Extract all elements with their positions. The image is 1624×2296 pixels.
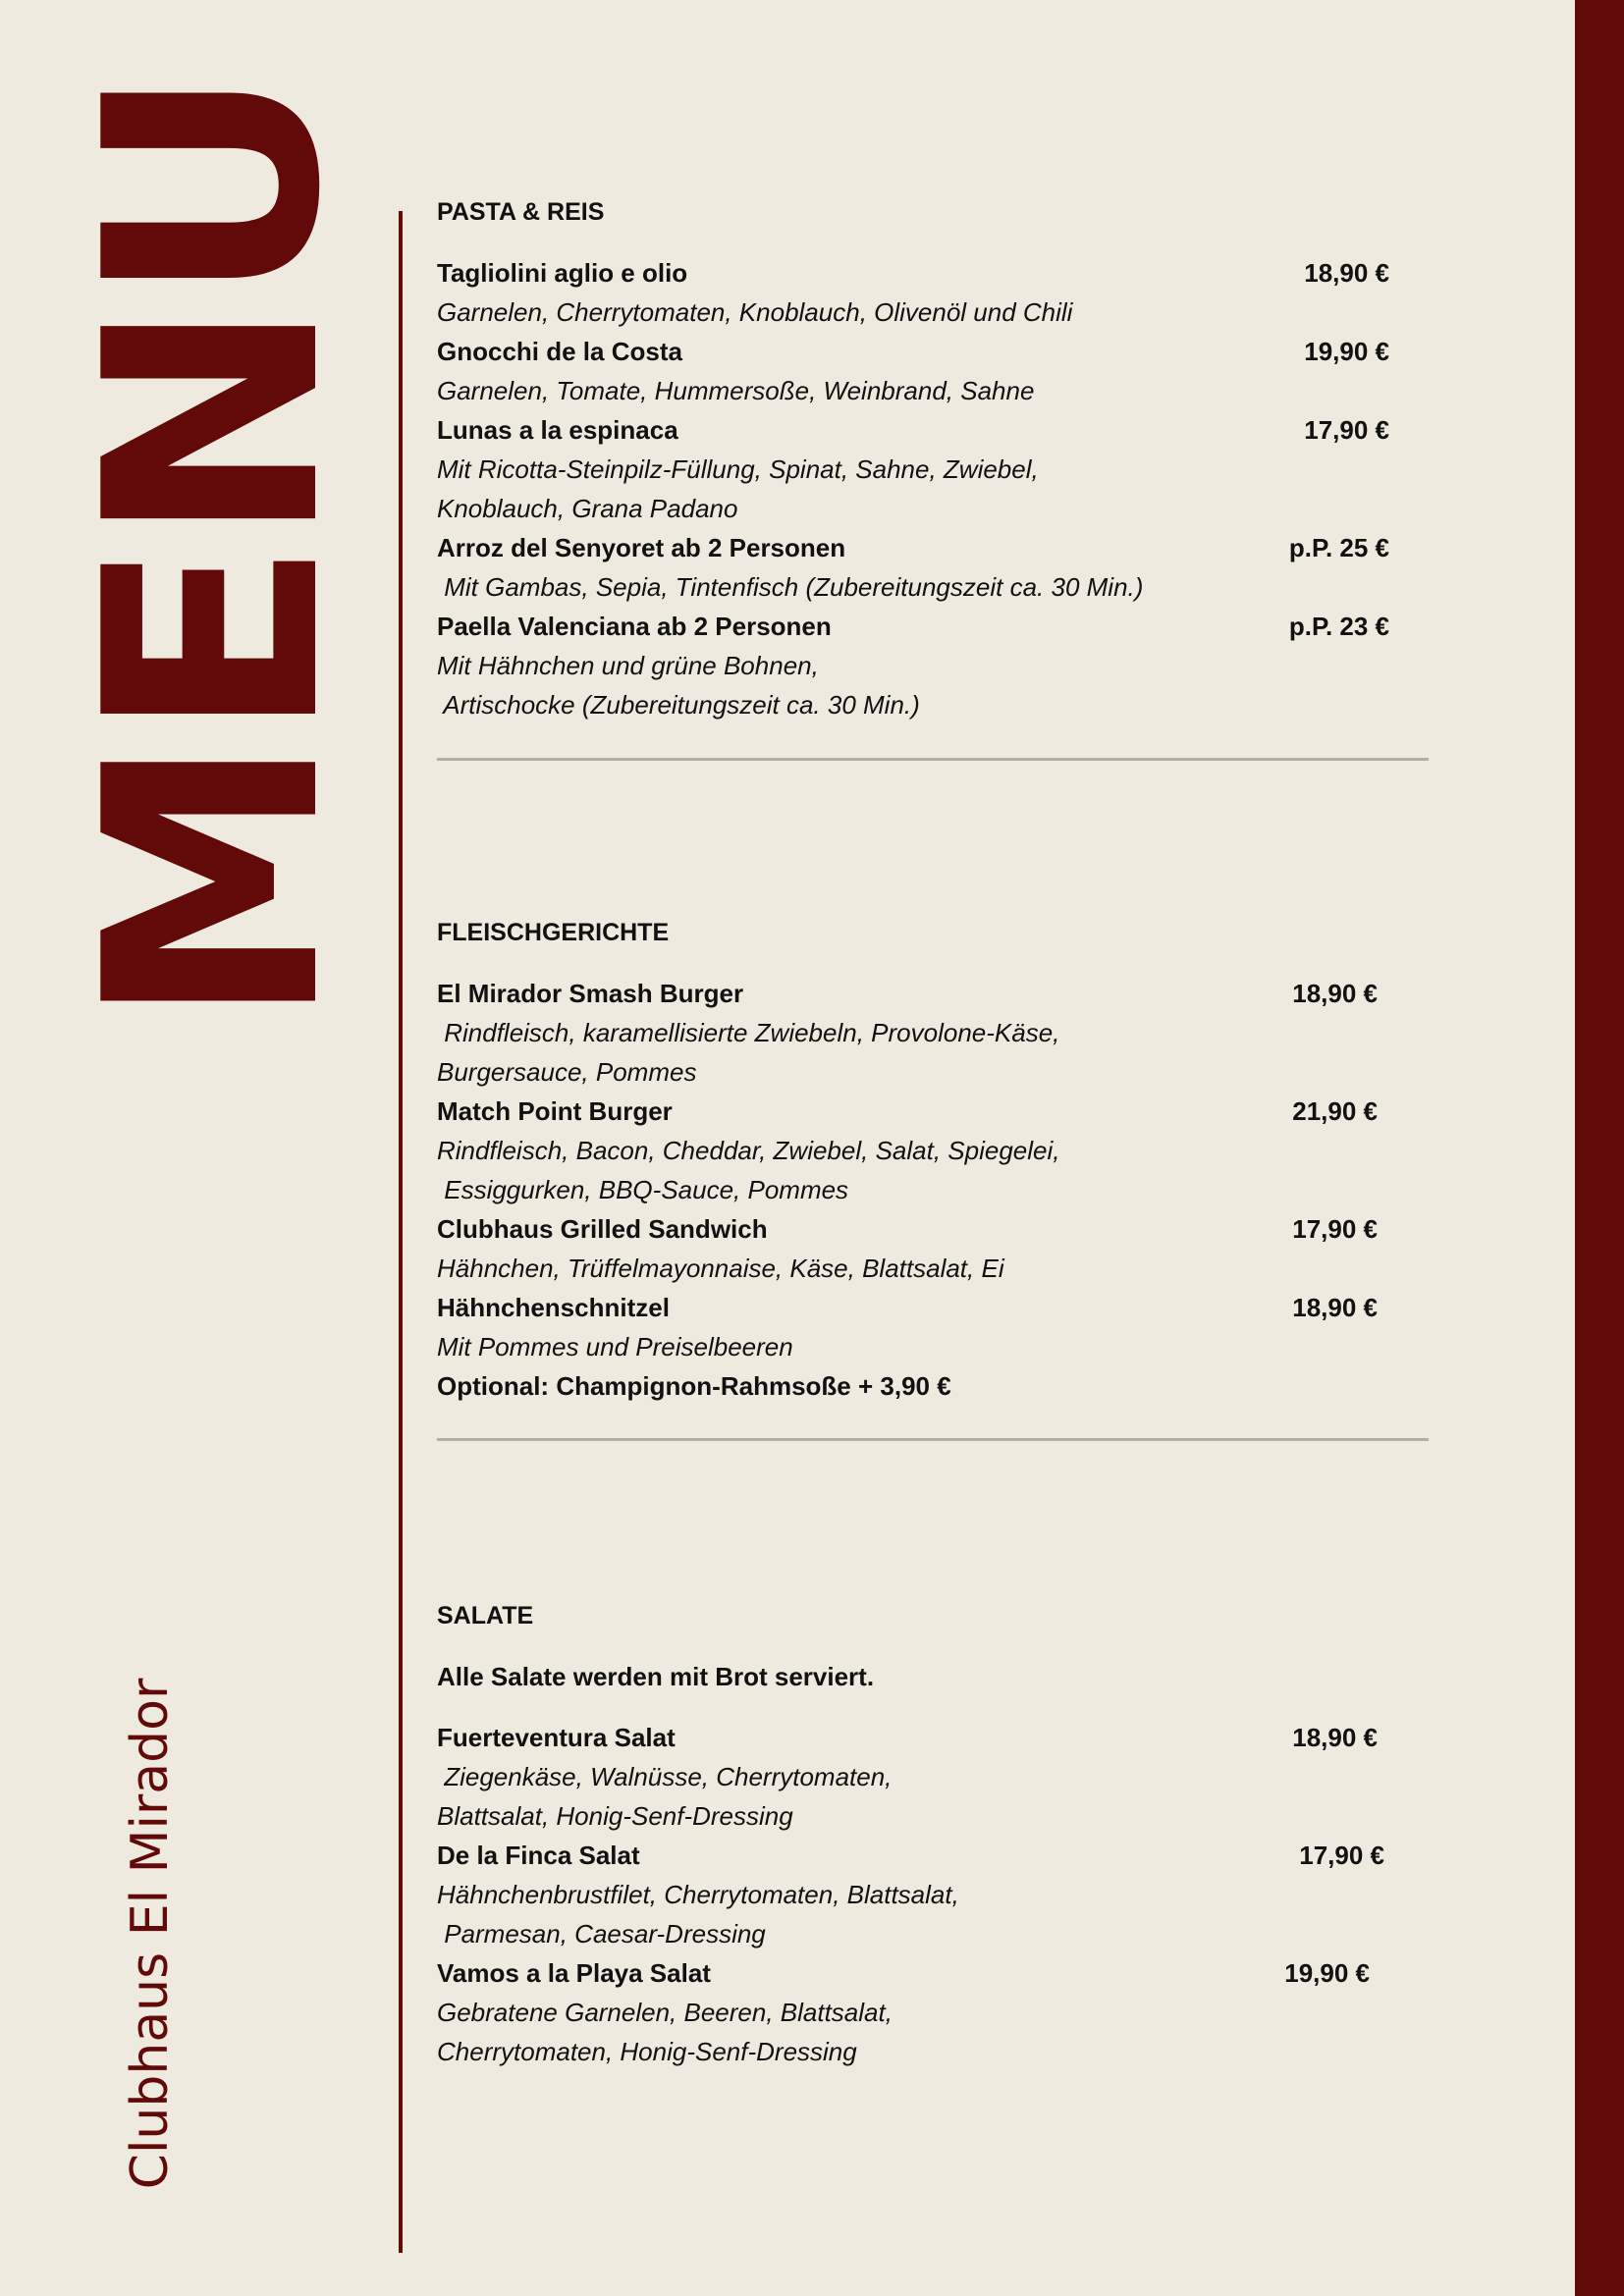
item-description: Hähnchenbrustfilet, Cherrytomaten, Blattsalat, Parmesan, Caesar-Dressing: [437, 1880, 959, 1949]
item-description: Mit Ricotta-Steinpilz-Füllung, Spinat, Sahne, Zwiebel, Knoblauch, Grana Padano: [437, 454, 1039, 523]
item-price: p.P. 23 €: [1288, 612, 1389, 641]
item-price: 19,90 €: [1284, 1958, 1370, 1988]
item-name: Clubhaus Grilled Sandwich: [437, 1214, 768, 1244]
club-name-container: [116, 1669, 185, 2199]
menu-item: [437, 253, 1438, 332]
item-description: Mit Gambas, Sepia, Tintenfisch (Zubereitungszeit ca. 30 Min.): [437, 572, 1144, 602]
section-title: SALATE: [437, 1602, 534, 1629]
vertical-divider-line: [399, 211, 403, 2253]
item-price: p.P. 25 €: [1288, 533, 1389, 562]
item-name: Fuerteventura Salat: [437, 1723, 676, 1752]
menu-item: [437, 528, 1438, 607]
menu-heading-container: [42, 71, 385, 1029]
item-description: Mit Pommes und Preiselbeeren: [437, 1332, 793, 1362]
item-name: Gnocchi de la Costa: [437, 337, 682, 366]
item-description: Gebratene Garnelen, Beeren, Blattsalat, Cherrytomaten, Honig-Senf-Dressing: [437, 1998, 893, 2066]
item-name: Lunas a la espinaca: [437, 415, 678, 445]
menu-item: [437, 1092, 1438, 1209]
item-name: Arroz del Senyoret ab 2 Personen: [437, 533, 846, 562]
menu-item: [437, 974, 1438, 1092]
item-price: 17,90 €: [1292, 1214, 1378, 1244]
item-description: Garnelen, Tomate, Hummersoße, Weinbrand, Sahne: [437, 376, 1035, 405]
item-description: Mit Hähnchen und grüne Bohnen, Artischocke (Zubereitungszeit ca. 30 Min.): [437, 651, 920, 720]
item-description: Ziegenkäse, Walnüsse, Cherrytomaten, Blattsalat, Honig-Senf-Dressing: [437, 1762, 893, 1831]
menu-item: [437, 1209, 1438, 1288]
item-name: El Mirador Smash Burger: [437, 979, 744, 1008]
item-description: Garnelen, Cherrytomaten, Knoblauch, Olivenöl und Chili: [437, 297, 1073, 327]
item-description: Rindfleisch, karamellisierte Zwiebeln, Provolone-Käse, Burgersauce, Pommes: [437, 1018, 1060, 1087]
right-accent-bar: [1575, 0, 1624, 2296]
item-name: De la Finca Salat: [437, 1841, 640, 1870]
menu-item: [437, 1953, 1438, 2071]
section-pasta: [437, 192, 1438, 724]
club-name: Clubhaus El Mirador: [121, 1678, 180, 2190]
section-meat: [437, 913, 1438, 1406]
menu-heading: MENU: [42, 71, 385, 1029]
item-price: 18,90 €: [1292, 1723, 1378, 1752]
item-description: Rindfleisch, Bacon, Cheddar, Zwiebel, Salat, Spiegelei, Essiggurken, BBQ-Sauce, Pommes: [437, 1136, 1060, 1204]
item-price: 19,90 €: [1304, 337, 1389, 366]
section-title: FLEISCHGERICHTE: [437, 919, 670, 946]
item-price: 18,90 €: [1292, 1293, 1378, 1322]
item-price: 17,90 €: [1299, 1841, 1384, 1870]
section-divider: [437, 1438, 1429, 1441]
menu-item: [437, 410, 1438, 528]
item-name: Vamos a la Playa Salat: [437, 1958, 711, 1988]
item-description: Hähnchen, Trüffelmayonnaise, Käse, Blattsalat, Ei: [437, 1254, 1004, 1283]
item-name: Tagliolini aglio e olio: [437, 258, 688, 288]
menu-item: [437, 332, 1438, 410]
item-price: 18,90 €: [1304, 258, 1389, 288]
item-name: Match Point Burger: [437, 1096, 673, 1126]
section-note: Alle Salate werden mit Brot serviert.: [437, 1662, 875, 1691]
item-name: Hähnchenschnitzel: [437, 1293, 670, 1322]
item-price: 17,90 €: [1304, 415, 1389, 445]
section-title: PASTA & REIS: [437, 198, 605, 226]
item-price: 21,90 €: [1292, 1096, 1378, 1126]
menu-item: [437, 1718, 1438, 1836]
optional-addon: Optional: Champignon-Rahmsoße + 3,90 €: [437, 1371, 951, 1401]
menu-item: [437, 1288, 1438, 1366]
menu-item: [437, 1836, 1438, 1953]
section-salads: [437, 1596, 1438, 2071]
menu-item: [437, 607, 1438, 724]
section-divider: [437, 758, 1429, 761]
item-price: 18,90 €: [1292, 979, 1378, 1008]
item-name: Paella Valenciana ab 2 Personen: [437, 612, 832, 641]
